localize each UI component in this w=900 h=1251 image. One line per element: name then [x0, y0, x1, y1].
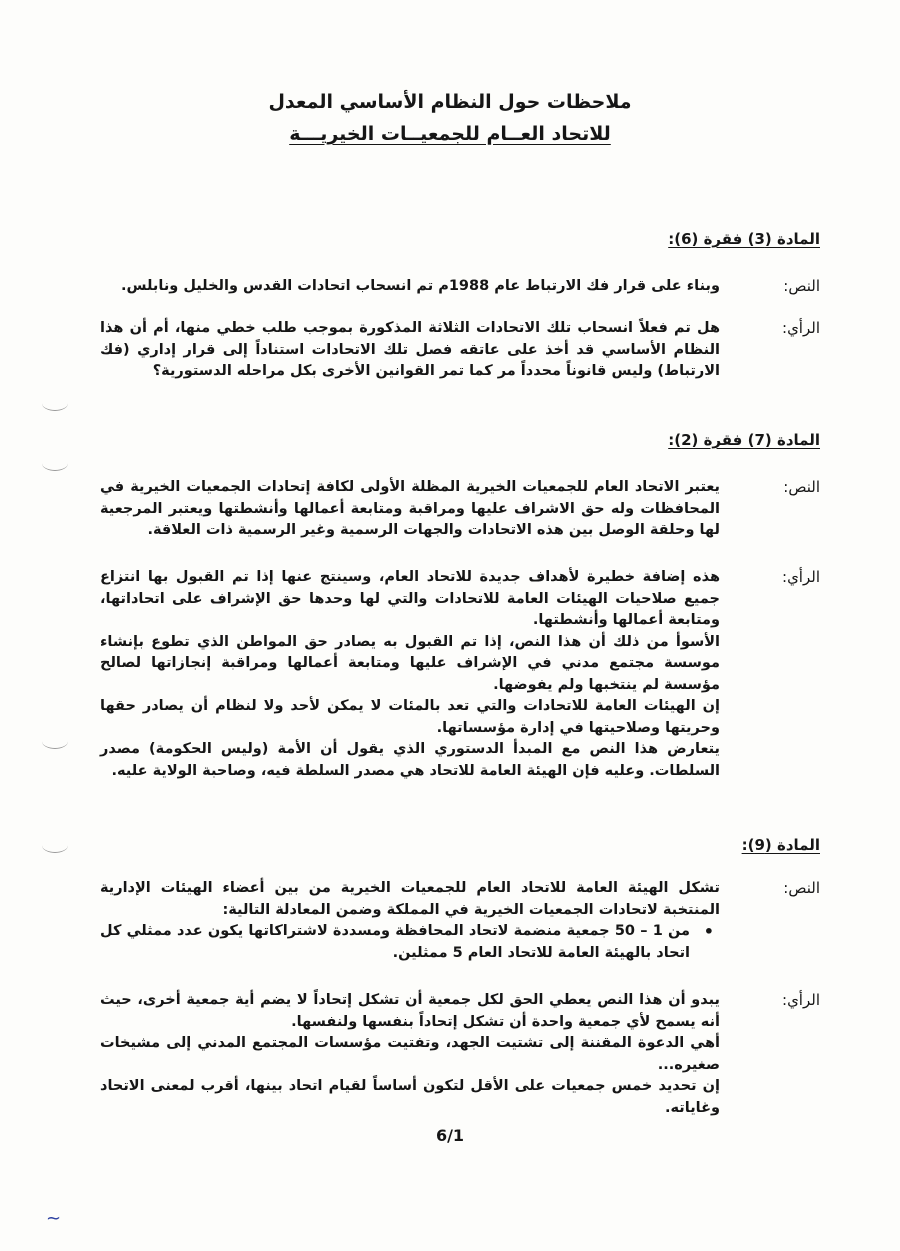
opinion-paragraph: أهي الدعوة المقننة إلى تشتيت الجهد، وتفتيت مؤسسات المجتمع المدني إلى مشيخات صغيره... — [100, 1035, 720, 1073]
opinion-paragraph: إن تحديد خمس جمعيات على الأقل لتكون أساساً لقيام اتحاد بينها، أقرب لمعنى الاتحاد وغاياته. — [100, 1078, 720, 1116]
opinion-paragraph: يبدو أن هذا النص يعطي الحق لكل جمعية أن تشكل إتحاداً لا يضم أية جمعية أخرى، حيث أنه يسمح لأي جمعية واحدة أن تشكل إتحاداً بنفسها ولنفسها. — [100, 992, 720, 1030]
article-9-text — [100, 878, 720, 964]
page-number: 6/1 — [435, 1126, 465, 1145]
opinion-paragraph: إن الهيئات العامة للاتحادات والتي تعد بالمئات لا يمكن لأحد ولا لنظام أن يصادر حقها وحريتها وصلاحيتها في إدارة مؤسساتها. — [100, 698, 720, 736]
article-7-opinion — [100, 567, 720, 782]
text-label: النص: — [783, 478, 820, 496]
article-9-bullet-item: • من 1 – 50 جمعية منضمة لاتحاد المحافظة ومسددة لاشتراكاتها يكون عدد ممثلي كل اتحاد بالهيئة العامة للاتحاد العام 5 ممثلين. — [100, 921, 720, 964]
document-title: ملاحظات حول النظام الأساسي المعدل — [268, 91, 632, 113]
document-subtitle: للاتحاد العــام للجمعيــات الخيريـــة — [289, 123, 611, 145]
title-block — [0, 86, 900, 150]
opinion-paragraph: هل تم فعلاً انسحاب تلك الاتحادات الثلاثة المذكورة بموجب طلب خطي منها، أم أن هذا النظام الأساسي قد أخذ على عاتقه فصل تلك الاتحادات استناداً إلى قرار إداري (فك الارتباط) وليس قانوناً محدداً مر كما تمر القوانين الأخرى بكل مراحله الدستورية؟ — [100, 320, 720, 379]
punch-hole-mark — [42, 396, 68, 411]
article-7-text-paragraph: يعتبر الاتحاد العام للجمعيات الخيرية المظلة الأولى لكافة إتحادات الجمعيات الخيرية في المحافظات وله حق الاشراف عليها ومراقبة ومتابعة أعمالها وأنشطتها ويعتبر المرجعية لها وحلقة الوصل بين هذه الاتحادات والجهات الرسمية وغير الرسمية ذات العلاقة. — [100, 479, 720, 538]
section-heading-article-3: المادة (3) فقرة (6): — [668, 230, 820, 248]
punch-hole-mark — [42, 734, 68, 749]
article-7-text — [100, 477, 720, 542]
article-3-opinion — [100, 318, 720, 383]
section-heading-article-7: المادة (7) فقرة (2): — [668, 431, 820, 449]
text-label: النص: — [783, 277, 820, 295]
opinion-label: الرأي: — [782, 568, 820, 586]
punch-hole-mark — [42, 838, 68, 853]
section-heading-article-9: المادة (9): — [741, 836, 820, 854]
article-3-text-paragraph: وبناء على قرار فك الارتباط عام 1988م تم انسحاب اتحادات القدس والخليل ونابلس. — [121, 278, 720, 294]
opinion-paragraph: الأسوأ من ذلك أن هذا النص، إذا تم القبول به يصادر حق المواطن الذي تطوع بإنشاء موسسة مجتمع مدني في الإشراف عليها ومتابعة أعمالها ومراقبة إنجازاتها لصالح مؤسسة لم ينتخبها ولم يفوضها. — [100, 633, 720, 693]
opinion-paragraph: هذه إضافة خطيرة لأهداف جديدة للاتحاد العام، وسينتج عنها إذا تم القبول بها انتزاع جميع صلاحيات الهيئات العامة للاتحادات والتي لها وحدها حق الإشراف على اتحاداتها، ومتابعة أعمالها وأنشطتها. — [100, 569, 720, 628]
punch-hole-mark — [42, 456, 68, 471]
article-3-text — [100, 276, 720, 298]
opinion-label: الرأي: — [782, 319, 820, 337]
opinion-paragraph: يتعارض هذا النص مع المبدأ الدستوري الذي يقول أن الأمة (وليس الحكومة) مصدر السلطات. وعليه فإن الهيئة العامة للاتحاد هي مصدر السلطة فيه، وصاحبة الولاية عليه. — [100, 741, 720, 779]
article-9-text-paragraph: تشكل الهيئة العامة للاتحاد العام للجمعيات الخيرية من بين أعضاء الهيئات الإدارية المنتخبة لاتحادات الجمعيات الخيرية في المملكة وضمن المعادلة التالية: — [100, 880, 720, 918]
opinion-label: الرأي: — [782, 991, 820, 1009]
article-9-opinion — [100, 990, 720, 1119]
text-label: النص: — [783, 879, 820, 897]
pen-mark: ~ — [46, 1208, 62, 1229]
